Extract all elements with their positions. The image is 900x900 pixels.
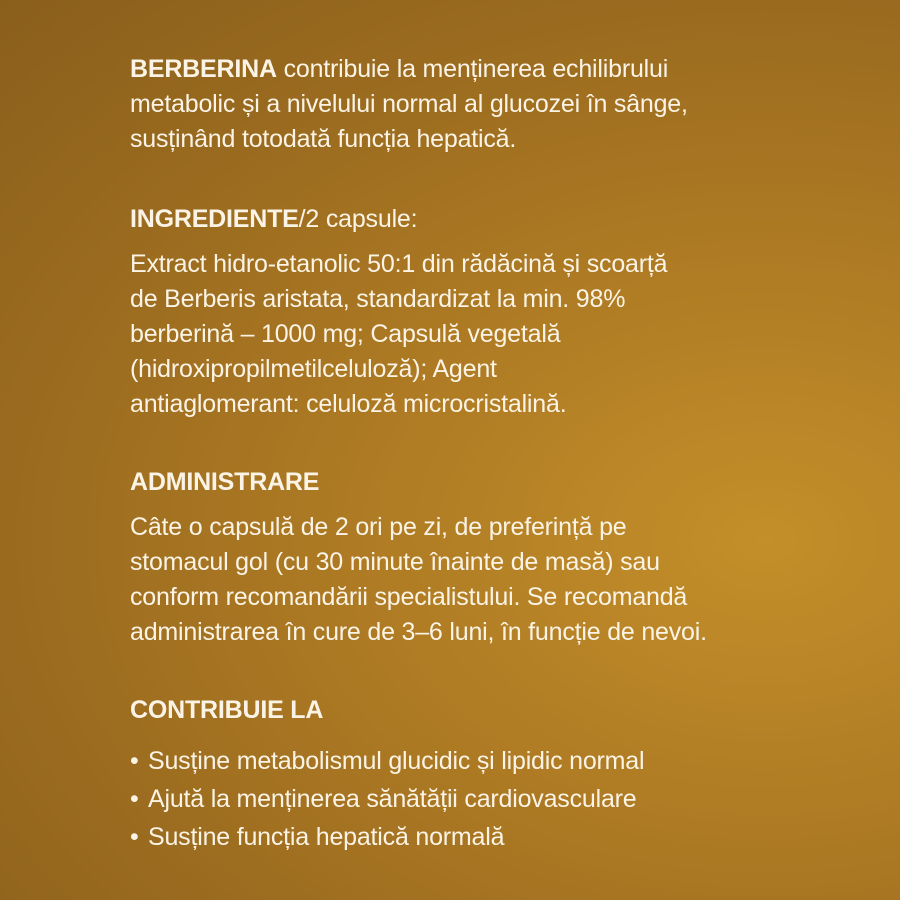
benefits-section	[130, 694, 850, 856]
administration-line: stomacul gol (cu 30 minute înainte de masă) sau	[130, 548, 660, 576]
intro-line: susținând totodată funcția hepatică.	[130, 125, 517, 153]
benefit-text: Susține funcția hepatică normală	[148, 823, 505, 851]
administration-heading: ADMINISTRARE	[130, 468, 320, 496]
ingredients-line: antiaglomerant: celuloză microcristalină.	[130, 390, 567, 418]
benefits-list	[130, 742, 850, 856]
ingredients-line: Extract hidro-etanolic 50:1 din rădăcină și scoarță	[130, 250, 668, 278]
bullet-icon: •	[130, 823, 139, 851]
benefit-text: Susține metabolismul glucidic și lipidic normal	[148, 747, 645, 775]
benefit-text: Ajută la menținerea sănătății cardiovasculare	[148, 785, 637, 813]
administration-line: administrarea în cure de 3–6 luni, în funcție de nevoi.	[130, 618, 707, 646]
product-info-panel	[130, 52, 850, 856]
administration-line: Câte o capsulă de 2 ori pe zi, de preferință pe	[130, 513, 627, 541]
intro-line: metabolic și a nivelului normal al glucozei în sânge,	[130, 90, 688, 118]
list-item	[130, 818, 850, 856]
benefits-heading: CONTRIBUIE LA	[130, 696, 324, 724]
ingredients-title: INGREDIENTE	[130, 205, 299, 233]
ingredients-line: de Berberis aristata, standardizat la min. 98%	[130, 285, 626, 313]
administration-section	[130, 466, 850, 650]
administration-text	[130, 510, 850, 650]
bullet-icon: •	[130, 747, 139, 775]
ingredients-section	[130, 203, 850, 422]
administration-line: conform recomandării specialistului. Se recomandă	[130, 583, 688, 611]
intro-paragraph	[130, 52, 850, 157]
list-item	[130, 742, 850, 780]
ingredients-text	[130, 247, 850, 422]
intro-line: contribuie la menținerea echilibrului	[283, 55, 669, 83]
ingredients-line: berberină – 1000 mg; Capsulă vegetală	[130, 320, 561, 348]
ingredients-title-suffix: /2 capsule:	[298, 205, 418, 233]
ingredients-heading	[130, 203, 850, 235]
list-item	[130, 780, 850, 818]
ingredients-line: (hidroxipropilmetilceluloză); Agent	[130, 355, 497, 383]
brand-name: BERBERINA	[130, 55, 277, 83]
bullet-icon: •	[130, 785, 139, 813]
